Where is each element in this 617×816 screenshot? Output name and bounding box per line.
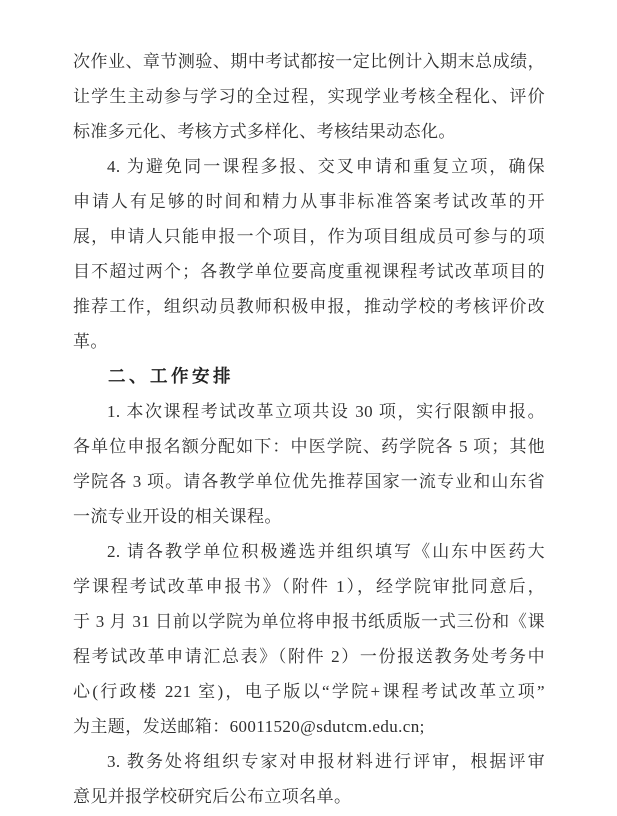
- text-line: 1. 本次课程考试改革立项共设 30 项，实行限额申报。: [107, 402, 545, 421]
- text-line: 各单位申报名额分配如下：中医学院、药学院各 5 项；其他: [73, 437, 545, 456]
- text-line: 心(行政楼 221 室)，电子版以“学院+课程考试改革立项”: [73, 682, 545, 701]
- text-line: 3. 教务处将组织专家对申报材料进行评审，根据评审: [107, 752, 545, 771]
- text-line: 学课程考试改革申报书》（附件 1），经学院审批同意后，: [73, 577, 545, 596]
- text-line: 让学生主动参与学习的全过程，实现学业考核全程化、评价: [73, 87, 545, 106]
- text-line: 推荐工作，组织动员教师积极申报，推动学校的考核评价改: [73, 297, 545, 316]
- text-line: 4. 为避免同一课程多报、交叉申请和重复立项，确保: [107, 157, 545, 176]
- text-line: 展，申请人只能申报一个项目，作为项目组成员可参与的项: [73, 227, 545, 246]
- text-line: 程考试改革申请汇总表》（附件 2）一份报送教务处考务中: [73, 647, 545, 666]
- text-line: 目不超过两个；各教学单位要高度重视课程考试改革项目的: [73, 262, 545, 281]
- text-line: 为主题，发送邮箱：60011520@sdutcm.edu.cn;: [73, 717, 425, 736]
- text-line: 一流专业开设的相关课程。: [73, 507, 282, 526]
- text-line: 2. 请各教学单位积极遴选并组织填写《山东中医药大: [107, 542, 545, 561]
- text-line: 学院各 3 项。请各教学单位优先推荐国家一流专业和山东省: [73, 472, 545, 491]
- text-line: 次作业、章节测验、期中考试都按一定比例计入期末总成绩，: [73, 52, 545, 71]
- text-line: 意见并报学校研究后公布立项名单。: [73, 787, 352, 806]
- section-heading: 二、工作安排: [108, 366, 234, 386]
- text-line: 标准多元化、考核方式多样化、考核结果动态化。: [73, 122, 456, 141]
- text-line: 申请人有足够的时间和精力从事非标准答案考试改革的开: [73, 192, 545, 211]
- text-line: 革。: [73, 332, 108, 351]
- text-line: 于 3 月 31 日前以学院为单位将申报书纸质版一式三份和《课: [73, 612, 545, 631]
